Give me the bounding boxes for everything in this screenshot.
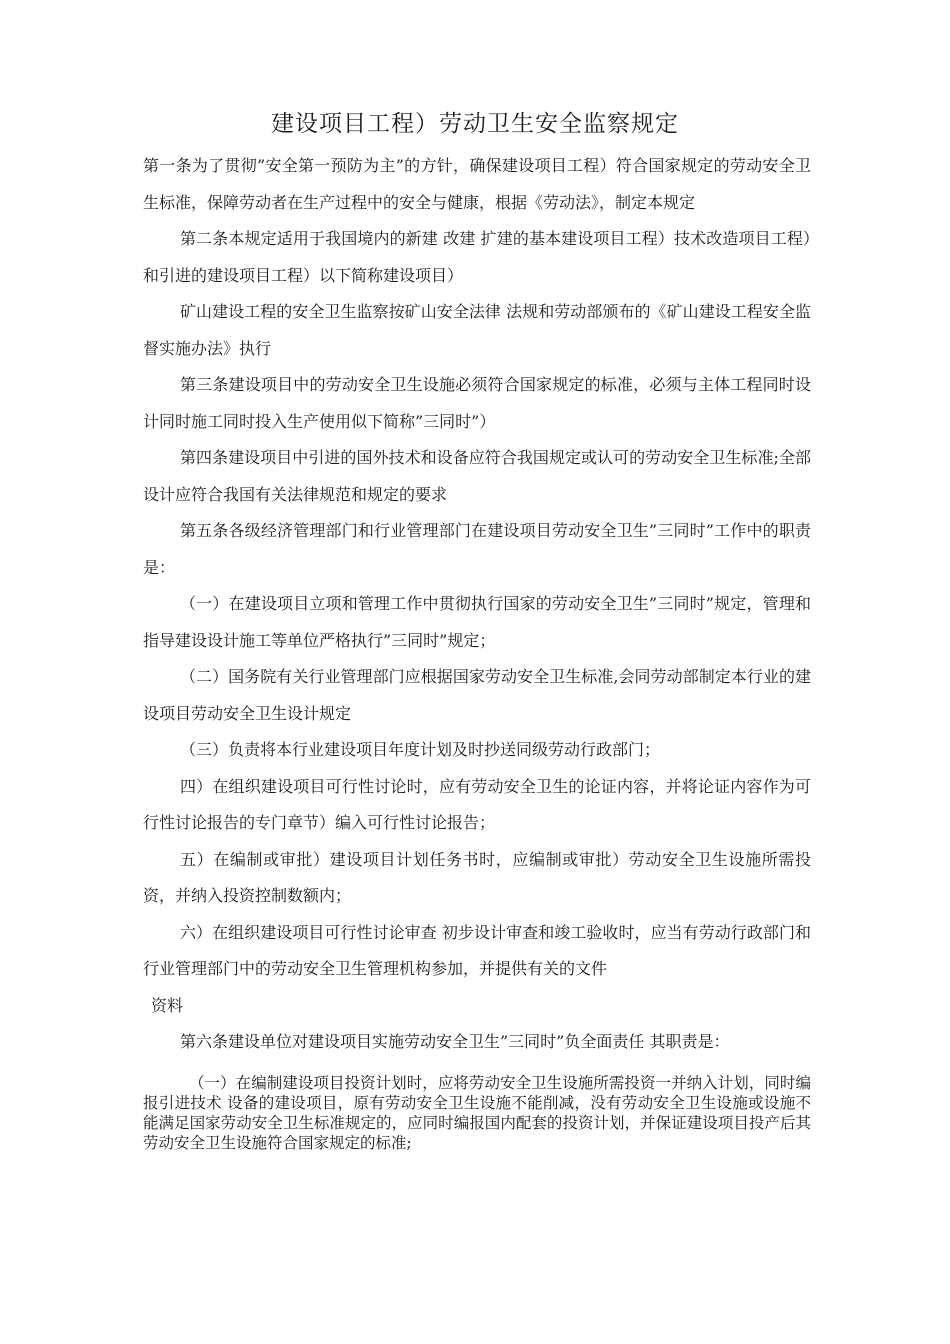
- article-5-item-5: 五）在编制或审批）建设项目计划任务书时，应编制或审批）劳动安全卫生设施所需投资，并纳入投资控制数额内；: [143, 849, 811, 905]
- article-6-paragraph: 第六条建设单位对建设项目实施劳动安全卫生”三同时”负全面责任 其职责是：: [180, 1032, 730, 1051]
- article-3-paragraph: 第三条建设项目中的劳动安全卫生设施必须符合国家规定的标准，必须与主体工程同时设计同时施工同时投入生产使用似下简称”三同时”）: [143, 375, 811, 431]
- article-5-item-6: 六）在组织建设项目可行性讨论审查 初步设计审查和竣工验收时，应当有劳动行政部门和行业管理部门中的劳动安全卫生管理机构参加，并提供有关的文件: [143, 922, 811, 978]
- article-5-item-6-continuation: 资料: [151, 995, 184, 1015]
- article-4-paragraph: 第四条建设项目中引进的国外技术和设备应符合我国规定或认可的劳动安全卫生标准;全部设计应符合我国有关法律规范和规定的要求: [143, 448, 811, 504]
- article-5-item-3: （三）负责将本行业建设项目年度计划及时抄送同级劳动行政部门；: [180, 740, 661, 759]
- article-6-item-1: （一）在编制建设项目投资计划时，应将劳动安全卫生设施所需投资一并纳入计划，同时编报引进技术 设备的建设项目，原有劳动安全卫生设施不能削减，没有劳动安全卫生设施或设施不能满足国家劳动安全卫生标准规定的，应同时编报国内配套的投资计划，并保证建设项目投产后其劳动安全卫生设施符合国家规定的标准;: [143, 1073, 811, 1152]
- article-1-paragraph: 第一条为了贯彻”安全第一预防为主”的方针，确保建设项目工程）符合国家规定的劳动安全卫生标准，保障劳动者在生产过程中的安全与健康，根据《劳动法》，制定本规定: [143, 156, 811, 212]
- mining-paragraph: 矿山建设工程的安全卫生监察按矿山安全法律 法规和劳动部颁布的《矿山建设工程安全监督实施办法》执行: [143, 302, 811, 358]
- document-title: 建设项目工程）劳动卫生安全监察规定: [271, 111, 679, 137]
- document-body: [143, 148, 811, 1153]
- article-5-paragraph: 第五条各级经济管理部门和行业管理部门在建设项目劳动安全卫生”三同时”工作中的职责是：: [143, 521, 811, 577]
- article-5-item-1: （一）在建设项目立项和管理工作中贯彻执行国家的劳动安全卫生”三同时”规定，管理和指导建设设计施工等单位严格执行”三同时”规定；: [143, 594, 811, 650]
- article-5-item-2: （二）国务院有关行业管理部门应根据国家劳动安全卫生标准,会同劳动部制定本行业的建设项目劳动安全卫生设计规定: [143, 667, 811, 723]
- article-2-paragraph: 第二条本规定适用于我国境内的新建 改建 扩建的基本建设项目工程）技术改造项目工程）和引进的建设项目工程）以下简称建设项目）: [143, 229, 811, 285]
- article-5-item-4: 四）在组织建设项目可行性讨论时，应有劳动安全卫生的论证内容，并将论证内容作为可行性讨论报告的专门章节）编入可行性讨论报告；: [143, 776, 811, 832]
